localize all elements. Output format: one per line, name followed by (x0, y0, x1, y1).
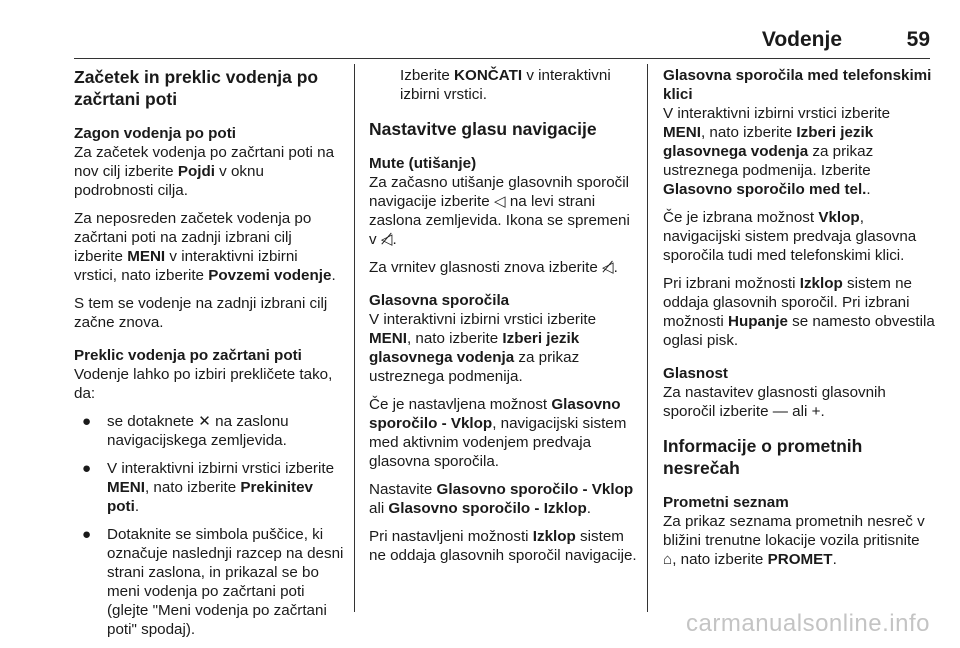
paragraph: Če je nastavljena možnost Glasovno sporočilo - Vklop, navigacijski sistem med aktivnim vodenjem predvaja glasovna sporočila. (369, 396, 627, 470)
list-item: ● se dotaknete ✕ na zaslonu navigacijskega zemljevida. (82, 413, 289, 449)
cancel-options-list (74, 412, 344, 639)
column-divider-2 (647, 64, 648, 612)
column-2 (369, 66, 639, 574)
heading-traffic-info: Informacije o prometnih nesrečah (663, 436, 863, 478)
paragraph: Glasnost Za nastavitev glasnosti glasovnih sporočil izberite — ali +. (663, 364, 935, 421)
heading-start-cancel: Začetek in preklic vodenja po začrtani poti (74, 67, 319, 109)
paragraph: Mute (utišanje) Za začasno utišanje glasovnih sporočil navigacije izberite ◁ na levi strani zaslona zemljevida. Ikona se spremeni v ◁̸. (369, 154, 639, 249)
subheading-volume: Glasnost (663, 365, 728, 382)
paragraph: Pri nastavljeni možnosti Izklop sistem ne oddaja glasovnih sporočil navigacije. (369, 528, 637, 564)
minus-icon: — (772, 403, 788, 420)
subheading-cancel-route: Preklic vodenja po začrtani poti (74, 347, 302, 364)
paragraph: Glasovna sporočila V interaktivni izbirni vrstici izberite MENI, nato izberite Izberi jezik glasovnega vodenja za prikaz ustreznega podmenija. (369, 291, 639, 386)
heading-voice-settings: Nastavitve glasu navigacije (369, 119, 597, 139)
subheading-start-route: Zagon vodenja po poti (74, 125, 236, 142)
watermark: carmanualsonline.info (686, 610, 930, 637)
subheading-phone-calls: Glasovna sporočila med telefonskimi klici (663, 67, 932, 103)
subheading-voice-messages: Glasovna sporočila (369, 292, 510, 309)
list-item: ● V interaktivni izbirni vrstici izberite MENI, nato izberite Prekinitev poti. (82, 460, 335, 515)
subheading-traffic-list: Prometni seznam (663, 494, 789, 511)
paragraph: Prometni seznam Za prikaz seznama prometnih nesreč v bližini trenutne lokacije vozila pritisnite ⌂, nato izberite PROMET. (663, 493, 935, 569)
paragraph: S tem se vodenje na zadnji izbrani cilj začne znova. (74, 295, 328, 331)
speaker-muted-icon: ◁̸ (380, 231, 393, 248)
list-item: ● Dotaknite se simbola puščice, ki označuje naslednji razcep na desni strani zaslona, in prikazal se bo meni vodenja po začrtani poti (glejte "Meni vodenja po začrtani poti" spodaj). (82, 526, 344, 638)
paragraph: Pri izbrani možnosti Izklop sistem ne oddaja glasovnih sporočil. Pri izbrani možnosti Hupanje se namesto obvestila oglasi pisk. (663, 275, 935, 349)
header-divider (74, 58, 930, 59)
subheading-mute: Mute (utišanje) (369, 155, 477, 172)
bullet-icon: ● (82, 526, 92, 543)
speaker-icon: ◁ (493, 193, 506, 210)
column-divider-1 (354, 64, 355, 612)
paragraph: Glasovna sporočila med telefonskimi klici V interaktivni izbirni vrstici izberite MENI, nato izberite Izberi jezik glasovnega vodenja za prikaz ustreznega podmenija. Izberite Glasovno sporočilo med tel.. (663, 66, 935, 199)
paragraph: Preklic vodenja po začrtani poti Vodenje lahko po izbiri prekličete tako, da: (74, 346, 344, 403)
column-1 (74, 66, 344, 648)
column-3 (663, 66, 935, 578)
paragraph: Če je izbrana možnost Vklop, navigacijski sistem predvaja glasovna sporočila tudi med telefonskimi klici. (663, 209, 917, 264)
plus-icon: + (811, 403, 821, 420)
paragraph: Nastavite Glasovno sporočilo - Vklop ali Glasovno sporočilo - Izklop. (369, 481, 634, 517)
paragraph: Za neposreden začetek vodenja po začrtani poti na zadnji izbrani cilj izberite MENI v interaktivni izbirni vrstici, nato izberite Povzemi vodenje. (74, 210, 336, 284)
speaker-muted-icon: ◁̸ (601, 259, 614, 276)
paragraph: Za vrnitev glasnosti znova izberite ◁̸. (369, 259, 618, 276)
close-icon: ✕ (198, 413, 211, 430)
bullet-icon: ● (82, 413, 92, 430)
page-number: 59 (906, 28, 930, 51)
section-title: Vodenje (761, 28, 842, 51)
home-icon: ⌂ (663, 551, 673, 568)
paragraph: Izberite KONČATI v interaktivni izbirni vrstici. (400, 67, 611, 103)
paragraph: Zagon vodenja po poti Za začetek vodenja po začrtani poti na nov cilj izberite Pojdi v oknu podrobnosti cilja. (74, 124, 344, 200)
bullet-icon: ● (82, 460, 92, 477)
